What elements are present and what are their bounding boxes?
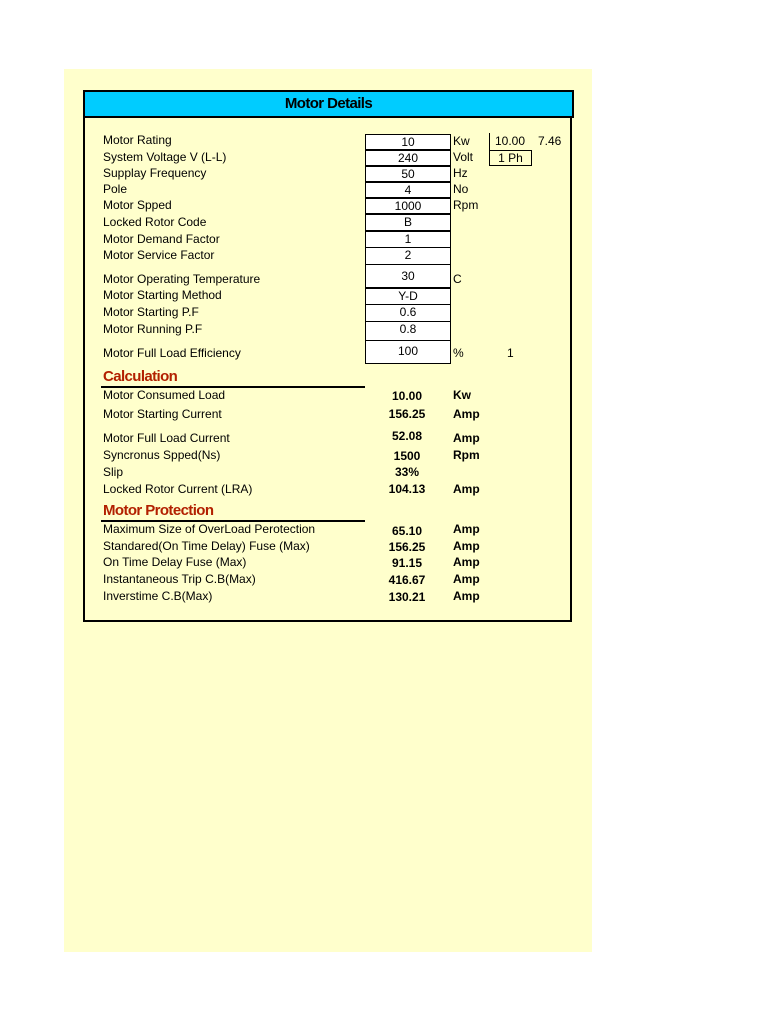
overload-protection-unit: Amp <box>453 522 480 536</box>
service-factor-label: Motor Service Factor <box>103 248 215 262</box>
full-load-efficiency-label: Motor Full Load Efficiency <box>103 346 241 360</box>
slip-value: 33% <box>394 465 420 479</box>
motor-protection-heading: Motor Protection <box>103 502 214 519</box>
operating-temperature-unit: C <box>453 272 462 286</box>
instantaneous-trip-label: Instantaneous Trip C.B(Max) <box>103 572 256 586</box>
consumed-load-value: 10.00 <box>391 389 423 403</box>
full-load-current-unit: Amp <box>453 431 480 445</box>
pole-label: Pole <box>103 182 128 196</box>
starting-pf-label: Motor Starting P.F <box>103 305 199 319</box>
rating-extra-divider <box>489 133 490 150</box>
standard-fuse-label: Standared(On Time Delay) Fuse (Max) <box>103 539 310 553</box>
starting-pf-input[interactable]: 0.6 <box>365 304 451 322</box>
motor-rating-input[interactable]: 10 <box>365 134 451 150</box>
consumed-load-unit: Kw <box>453 388 471 402</box>
demand-factor-input[interactable]: 1 <box>365 231 451 248</box>
time-delay-fuse-value: 91.15 <box>391 556 423 570</box>
supply-frequency-label: Supplay Frequency <box>103 166 207 180</box>
starting-method-label: Motor Starting Method <box>103 288 222 302</box>
overload-protection-value: 65.10 <box>391 524 423 538</box>
instantaneous-trip-value: 416.67 <box>388 573 426 587</box>
supply-frequency-unit: Hz <box>453 166 468 180</box>
pole-input[interactable]: 4 <box>365 182 451 198</box>
rating-kw-value: 10.00 <box>495 134 526 148</box>
inverse-time-cb-value: 130.21 <box>388 590 426 604</box>
synchronous-speed-label: Syncronus Spped(Ns) <box>103 448 221 462</box>
inverse-time-cb-unit: Amp <box>453 589 480 603</box>
inverse-time-cb-label: Inverstime C.B(Max) <box>103 589 213 603</box>
motor-speed-input[interactable]: 1000 <box>365 198 451 214</box>
system-voltage-unit: Volt <box>453 150 474 164</box>
system-voltage-label: System Voltage V (L-L) <box>103 150 227 164</box>
system-voltage-input[interactable]: 240 <box>365 150 451 166</box>
calculation-heading: Calculation <box>103 368 178 385</box>
full-load-efficiency-input[interactable]: 100 <box>365 340 451 364</box>
operating-temperature-label: Motor Operating Temperature <box>103 272 261 286</box>
operating-temperature-input[interactable]: 30 <box>365 264 451 288</box>
slip-label: Slip <box>103 465 124 479</box>
motor-rating-unit: Kw <box>453 134 470 148</box>
standard-fuse-value: 156.25 <box>388 540 426 554</box>
full-load-current-label: Motor Full Load Current <box>103 431 230 445</box>
starting-current-label: Motor Starting Current <box>103 407 222 421</box>
starting-current-unit: Amp <box>453 407 480 421</box>
time-delay-fuse-unit: Amp <box>453 555 480 569</box>
locked-rotor-current-value: 104.13 <box>388 482 426 496</box>
starting-current-value: 156.25 <box>388 407 426 421</box>
synchronous-speed-value: 1500 <box>393 449 421 463</box>
overload-protection-label: Maximum Size of OverLoad Perotection <box>103 522 316 536</box>
locked-rotor-code-input[interactable]: B <box>365 214 451 231</box>
synchronous-speed-unit: Rpm <box>453 448 480 462</box>
demand-factor-label: Motor Demand Factor <box>103 232 220 246</box>
pole-unit: No <box>453 182 469 196</box>
motor-speed-unit: Rpm <box>453 198 479 212</box>
time-delay-fuse-label: On Time Delay Fuse (Max) <box>103 555 247 569</box>
starting-method-input[interactable]: Y-D <box>365 288 451 305</box>
locked-rotor-current-label: Locked Rotor Current (LRA) <box>103 482 253 496</box>
phase-select[interactable]: 1 Ph <box>489 150 532 166</box>
full-load-current-value: 52.08 <box>391 429 423 443</box>
locked-rotor-current-unit: Amp <box>453 482 480 496</box>
standard-fuse-unit: Amp <box>453 539 480 553</box>
running-pf-input[interactable]: 0.8 <box>365 321 451 341</box>
full-load-efficiency-unit: % <box>453 346 464 360</box>
supply-frequency-input[interactable]: 50 <box>365 166 451 182</box>
instantaneous-trip-unit: Amp <box>453 572 480 586</box>
page-title: Motor Details <box>83 90 574 118</box>
rating-hp-value: 7.46 <box>538 134 562 148</box>
locked-rotor-code-label: Locked Rotor Code <box>103 215 207 229</box>
motor-rating-label: Motor Rating <box>103 133 172 147</box>
efficiency-factor-value: 1 <box>507 346 514 360</box>
running-pf-label: Motor Running P.F <box>103 322 203 336</box>
motor-speed-label: Motor Spped <box>103 198 172 212</box>
consumed-load-label: Motor Consumed Load <box>103 388 226 402</box>
service-factor-input[interactable]: 2 <box>365 247 451 265</box>
